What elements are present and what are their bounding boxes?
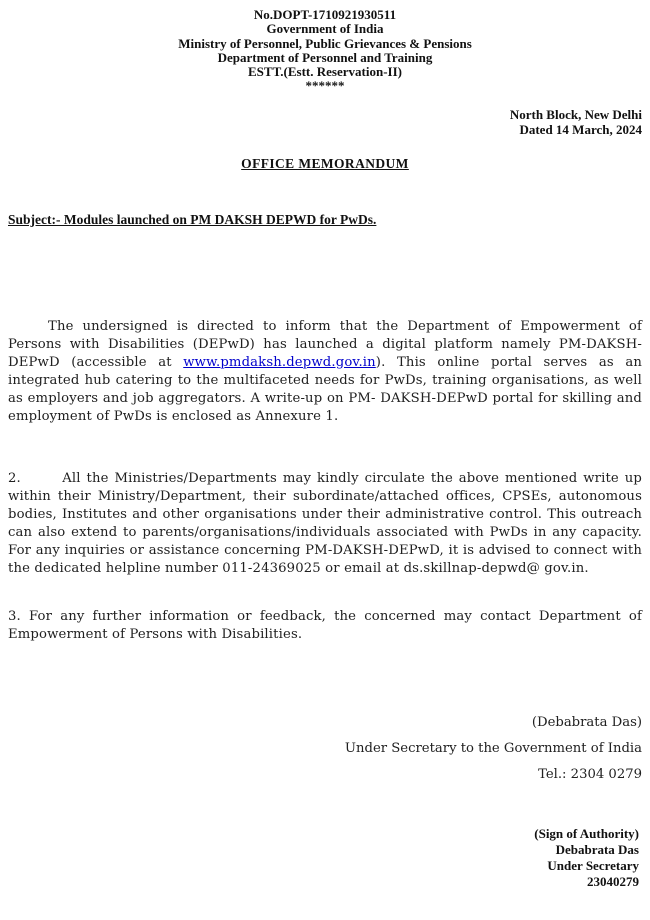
memo-title: OFFICE MEMORANDUM [241, 155, 409, 171]
paragraph-2: 2. All the Ministries/Departments may kindly circulate the above mentioned write up within their Ministry/Department, their subordinate/attached offices, CPSEs, autonomous bodies, Institutes and other organisations under their administrative control. This outreach can also extend to parents/organisations/individuals associated with PwDs in any capacity. For any inquiries or assistance concerning PM-DAKSH-DEPwD, it is advised to connect with the dedicated helpline number 011-24369025 or email at ds.skillnap-depwd@ gov.in. [8, 470, 642, 576]
signatory-name: (Debabrata Das) [531, 714, 642, 730]
signatory-phone: Tel.: 2304 0279 [538, 766, 642, 782]
org-line-government: Government of India [266, 21, 384, 37]
pmdaksh-portal-link[interactable]: www.pmdaksh.depwd.gov.in [183, 354, 376, 370]
letterhead [8, 8, 642, 94]
date-line: Dated 14 March, 2024 [519, 121, 642, 137]
place-date-block [8, 107, 642, 137]
signatory-designation: Under Secretary to the Government of India [344, 740, 642, 756]
stars-divider: ****** [305, 78, 345, 94]
memo-title-row [8, 153, 642, 172]
subject-row [8, 212, 642, 228]
sign-authority-label: (Sign of Authority) [534, 826, 639, 841]
signature-block [8, 714, 642, 784]
paragraph-1 [8, 318, 642, 426]
org-line-ministry: Ministry of Personnel, Public Grievances & Pensions [178, 35, 472, 51]
reference-number: No.DOPT-1710921930511 [253, 7, 397, 22]
org-line-department: Department of Personnel and Training [217, 49, 433, 65]
para1-text-after-link: ). This online portal serves as an integrated hub catering to the multifaceted needs for PwDs, training organisations, as well as employers and job aggregators. A write-up on PM- DAKSH-DEPwD portal for skilling and employment of PwDs is enclosed as Annexure 1. [8, 354, 642, 424]
sign-authority-designation: Under Secretary [547, 858, 639, 873]
org-line-section: ESTT.(Estt. Reservation-II) [248, 64, 402, 80]
para1-text-before-link: The undersigned is directed to inform that the Department of Empowerment of Persons with Disabilities (DEPwD) has launched a digital platform namely PM-DAKSH-DEPwD (accessible at [8, 318, 642, 370]
sign-of-authority-block [534, 826, 639, 890]
place-line: North Block, New Delhi [509, 106, 642, 122]
paragraph-3: 3. For any further information or feedback, the concerned may contact Department of Empowerment of Persons with Disabilities. [8, 608, 642, 642]
subject-line: Subject:- Modules launched on PM DAKSH DEPWD for PwDs. [8, 211, 377, 227]
sign-authority-name: Debabrata Das [555, 842, 639, 857]
sign-authority-number: 23040279 [587, 874, 639, 889]
